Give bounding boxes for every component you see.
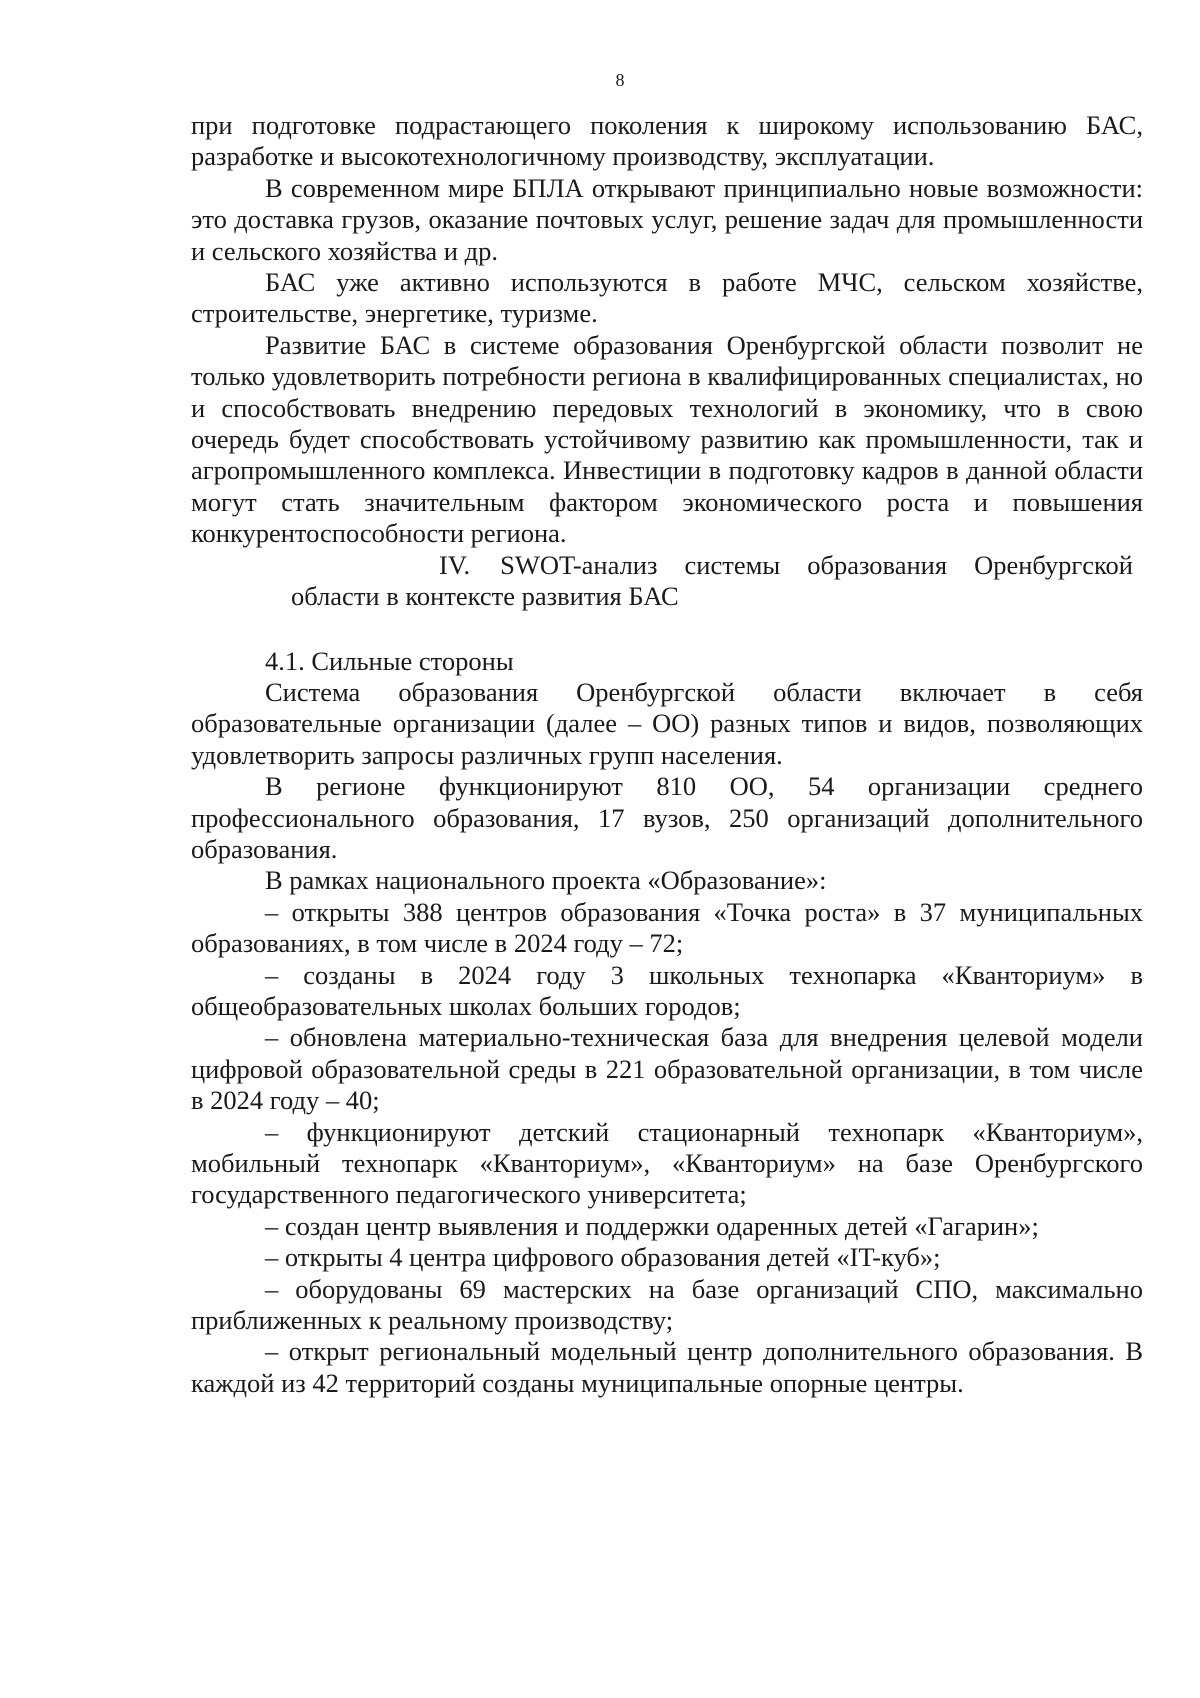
paragraph: В современном мире БПЛА открывают принципиально новые возможности: это доставка грузов, оказание почтовых услуг, решение задач для промышленности и сельского хозяйства и др. [191, 172, 1143, 266]
list-item: – функционируют детский стационарный технопарк «Кванториум», мобильный технопарк «Кванториум», «Кванториум» на базе Оренбургского государственного педагогического университета; [191, 1116, 1143, 1210]
list-item: – открыты 4 центра цифрового образования детей «IT-куб»; [265, 1242, 941, 1273]
list-item: – обновлена материально-техническая база для внедрения целевой модели цифровой образовательной среды в 221 образовательной организации, в том числе в 2024 году – 40; [191, 1022, 1143, 1116]
paragraph: Развитие БАС в системе образования Оренбургской области позволит не только удовлетворить потребности региона в квалифицированных специалистах, но и способствовать внедрению передовых технологий в экономику, что в свою очередь будет способствовать устойчивому развитию как промышленности, так и агропромышленного комплекса. Инвестиции в подготовку кадров в данной области могут стать значительным фактором экономического роста и повышения конкурентоспособности региона. [191, 329, 1143, 549]
paragraph: БАС уже активно используются в работе МЧС, сельском хозяйстве, строительстве, энергетике, туризме. [191, 267, 1143, 329]
paragraph: В регионе функционируют 810 ОО, 54 организации среднего профессионального образования, 17 вузов, 250 организаций дополнительного образования. [191, 771, 1143, 864]
subsection-heading: 4.1. Сильные стороны [265, 645, 514, 676]
list-item: – открыты 388 центров образования «Точка роста» в 37 муниципальных образованиях, в том числе в 2024 году – 72; [191, 896, 1143, 959]
section-number: IV. [439, 549, 471, 580]
list-item: – оборудованы 69 мастерских на базе организаций СПО, максимально приближенных к реальному производству; [191, 1273, 1143, 1336]
list-item: – созданы в 2024 году 3 школьных технопарка «Кванториум» в общеобразовательных школах больших городов; [191, 959, 1143, 1021]
section-heading [191, 550, 1143, 613]
page-number: 8 [615, 70, 625, 90]
paragraph: Система образования Оренбургской области включает в себя образовательные организации (далее – ОО) разных типов и видов, позволяющих удовлетворить запросы различных групп населения. [191, 676, 1143, 770]
document-body [191, 110, 1143, 1399]
paragraph: при подготовке подрастающего поколения к широкому использованию БАС, разработке и высокотехнологичному производству, эксплуатации. [191, 110, 1143, 172]
list-item: – создан центр выявления и поддержки одаренных детей «Гагарин»; [265, 1210, 1039, 1241]
paragraph: В рамках национального проекта «Образование»: [265, 865, 827, 896]
section-title: SWOT-анализ системы образования Оренбургской области в контексте развития БАС [291, 549, 1133, 612]
list-item: – открыт региональный модельный центр дополнительного образования. В каждой из 42 территорий созданы муниципальные опорные центры. [191, 1336, 1143, 1398]
